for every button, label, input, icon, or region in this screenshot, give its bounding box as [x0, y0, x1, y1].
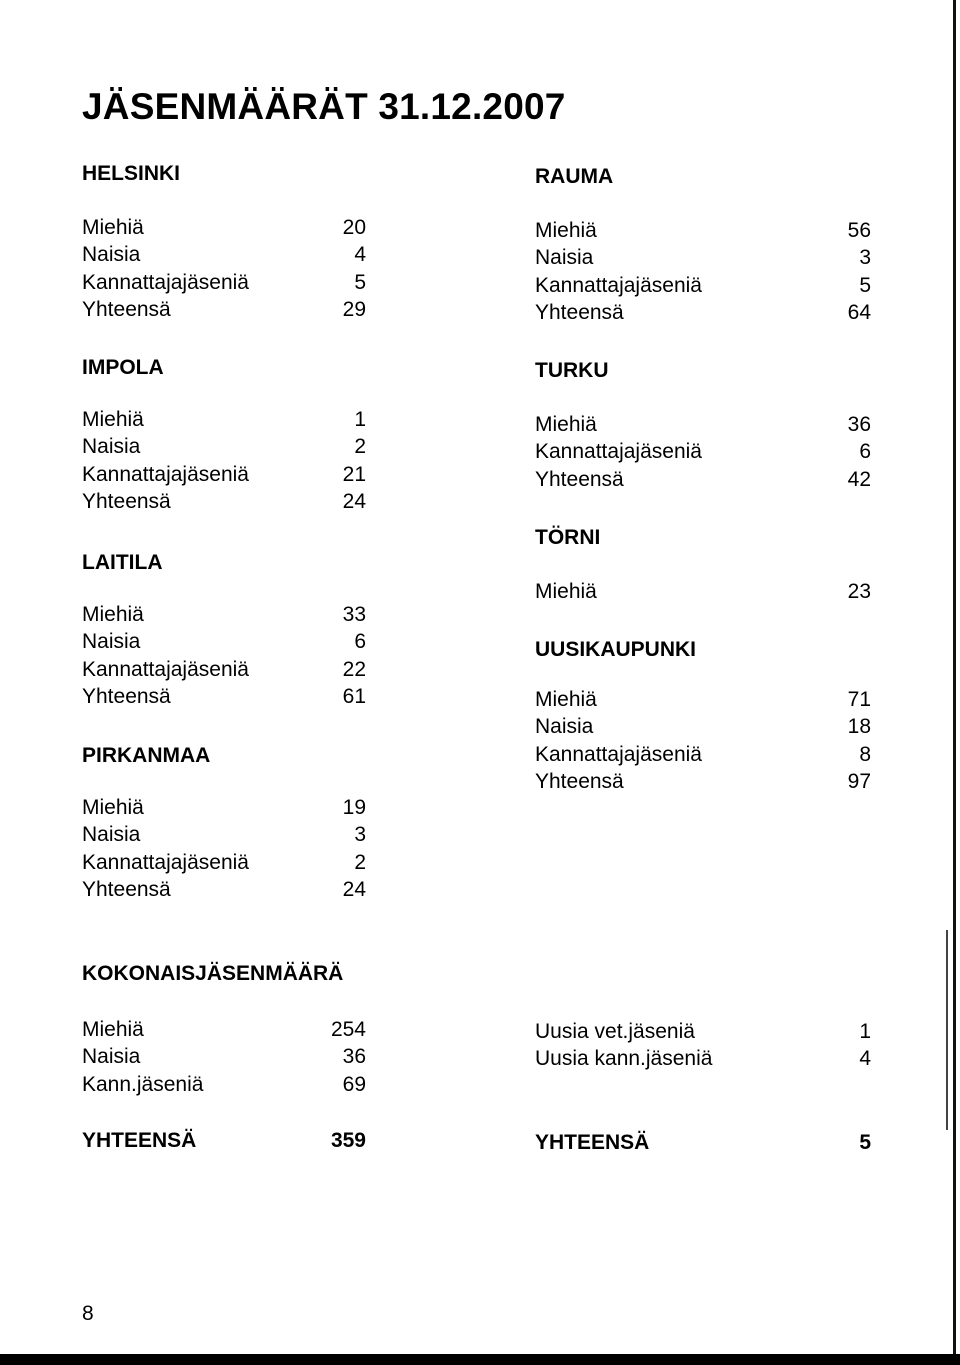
row-value: 33: [342, 603, 366, 626]
section-heading-turku: TURKU: [535, 359, 609, 382]
row-label: Miehiä: [82, 1018, 144, 1041]
row-value: 24: [342, 878, 366, 902]
row-label: Yhteensä: [535, 770, 624, 794]
scan-edge-line: [953, 0, 956, 1365]
row-label: Miehiä: [82, 603, 144, 626]
row-value: 5: [859, 273, 871, 297]
section-rows-helsinki: [82, 214, 366, 324]
row-value: 4: [859, 1047, 871, 1071]
table-row: [82, 656, 366, 683]
row-value: 3: [859, 246, 871, 270]
table-row: [535, 244, 871, 271]
table-row: [82, 821, 366, 848]
row-value: 64: [847, 301, 871, 325]
row-label: Yhteensä: [82, 685, 171, 709]
table-row: [82, 241, 366, 268]
row-value: 97: [847, 770, 871, 794]
row-value: 1: [859, 1020, 871, 1043]
table-row: [82, 488, 366, 515]
row-label: Yhteensä: [82, 298, 171, 322]
row-value: 18: [847, 715, 871, 739]
row-value: 2: [354, 435, 366, 459]
section-heading-pirkanmaa: PIRKANMAA: [82, 744, 211, 767]
section-rows-rauma: [535, 217, 871, 327]
section-rows-pirkanmaa: [82, 794, 366, 904]
row-label: Naisia: [82, 1045, 141, 1069]
page-title: JÄSENMÄÄRÄT 31.12.2007: [82, 86, 566, 127]
table-row: [82, 628, 366, 655]
row-value: 21: [342, 462, 366, 486]
table-row: [535, 741, 871, 768]
table-row: [82, 849, 366, 876]
row-value: 36: [342, 1045, 366, 1069]
table-row: [82, 269, 366, 296]
table-row: [535, 438, 871, 465]
row-label: Naisia: [82, 823, 141, 847]
row-value: 6: [354, 630, 366, 654]
section-rows-torni: [535, 578, 871, 605]
row-value: 29: [342, 298, 366, 322]
row-value: 5: [354, 270, 366, 294]
table-row: [535, 299, 871, 326]
row-value: 56: [847, 219, 871, 242]
section-heading-helsinki: HELSINKI: [82, 162, 181, 185]
section-heading-rauma: RAUMA: [535, 165, 614, 188]
table-row: [535, 686, 871, 713]
row-label: Yhteensä: [82, 878, 171, 902]
table-row: [82, 461, 366, 488]
row-label: Miehiä: [535, 688, 597, 711]
row-label: Naisia: [82, 243, 141, 267]
row-value: 4: [354, 243, 366, 267]
section-heading-laitila: LAITILA: [82, 551, 163, 574]
section-rows-laitila: [82, 601, 366, 711]
row-label: Naisia: [535, 246, 594, 270]
table-row: [82, 214, 366, 241]
row-label: Yhteensä: [82, 490, 171, 514]
table-row: [82, 1016, 366, 1043]
table-row: [535, 466, 871, 493]
total-rows-right: [535, 1018, 871, 1073]
row-label: Kannattajajäseniä: [82, 850, 249, 874]
row-label: Miehiä: [82, 408, 144, 431]
table-row: [82, 794, 366, 821]
row-label: Naisia: [535, 715, 594, 739]
section-rows-turku: [535, 411, 871, 493]
section-heading-uusikaupunki: UUSIKAUPUNKI: [535, 638, 697, 661]
table-row: [535, 272, 871, 299]
row-label: Uusia vet.jäseniä: [535, 1020, 695, 1043]
table-row: [82, 433, 366, 460]
row-value: 254: [330, 1018, 366, 1041]
row-label: Kannattajajäseniä: [82, 270, 249, 294]
row-value: 8: [859, 742, 871, 766]
row-value: 69: [342, 1072, 366, 1096]
scan-bottom-edge: [0, 1354, 960, 1365]
table-row: [535, 1045, 871, 1072]
row-value: 24: [342, 490, 366, 514]
row-label: Yhteensä: [535, 467, 624, 491]
row-label: Naisia: [82, 435, 141, 459]
row-value: 1: [354, 408, 366, 431]
table-row: [82, 296, 366, 323]
row-label: Kannattajajäseniä: [82, 657, 249, 681]
total-rows-left: [82, 1016, 366, 1098]
grand-total-value-left: 359: [330, 1129, 366, 1152]
grand-total-label-left: YHTEENSÄ: [82, 1129, 197, 1152]
grand-total-label-right: YHTEENSÄ: [535, 1131, 650, 1154]
row-label: Kannattajajäseniä: [535, 440, 702, 464]
section-rows-impola: [82, 406, 366, 516]
row-label: Miehiä: [535, 219, 597, 242]
table-row: [82, 406, 366, 433]
row-value: 22: [342, 657, 366, 681]
row-value: 3: [354, 823, 366, 847]
row-label: Miehiä: [535, 580, 597, 603]
row-value: 23: [847, 580, 871, 603]
row-label: Miehiä: [535, 413, 597, 436]
row-label: Yhteensä: [535, 301, 624, 325]
row-value: 20: [342, 216, 366, 239]
row-label: Kannattajajäseniä: [82, 462, 249, 486]
row-label: Naisia: [82, 630, 141, 654]
row-label: Kannattajajäseniä: [535, 742, 702, 766]
total-heading: KOKONAISJÄSENMÄÄRÄ: [82, 962, 344, 985]
table-row: [535, 713, 871, 740]
row-value: 61: [342, 685, 366, 709]
row-label: Miehiä: [82, 216, 144, 239]
row-label: Uusia kann.jäseniä: [535, 1047, 713, 1071]
table-row: [535, 1018, 871, 1045]
table-row: [535, 411, 871, 438]
row-label: Kannattajajäseniä: [535, 273, 702, 297]
table-row: [82, 876, 366, 903]
row-label: Kann.jäseniä: [82, 1072, 204, 1096]
section-heading-torni: TÖRNI: [535, 526, 601, 549]
row-value: 19: [342, 796, 366, 819]
table-row: [535, 768, 871, 795]
row-value: 71: [847, 688, 871, 711]
row-label: Miehiä: [82, 796, 144, 819]
row-value: 6: [859, 440, 871, 464]
table-row: [535, 217, 871, 244]
row-value: 2: [354, 850, 366, 874]
table-row: [82, 683, 366, 710]
row-value: 36: [847, 413, 871, 436]
table-row: [82, 601, 366, 628]
section-rows-uusikaupunki: [535, 686, 871, 796]
table-row: [82, 1071, 366, 1098]
page-number: 8: [82, 1302, 94, 1325]
scan-edge-mark: [946, 930, 948, 1130]
table-row: [535, 578, 871, 605]
table-row: [82, 1043, 366, 1070]
grand-total-value-right: 5: [859, 1131, 871, 1154]
row-value: 42: [847, 467, 871, 491]
section-heading-impola: IMPOLA: [82, 356, 164, 379]
